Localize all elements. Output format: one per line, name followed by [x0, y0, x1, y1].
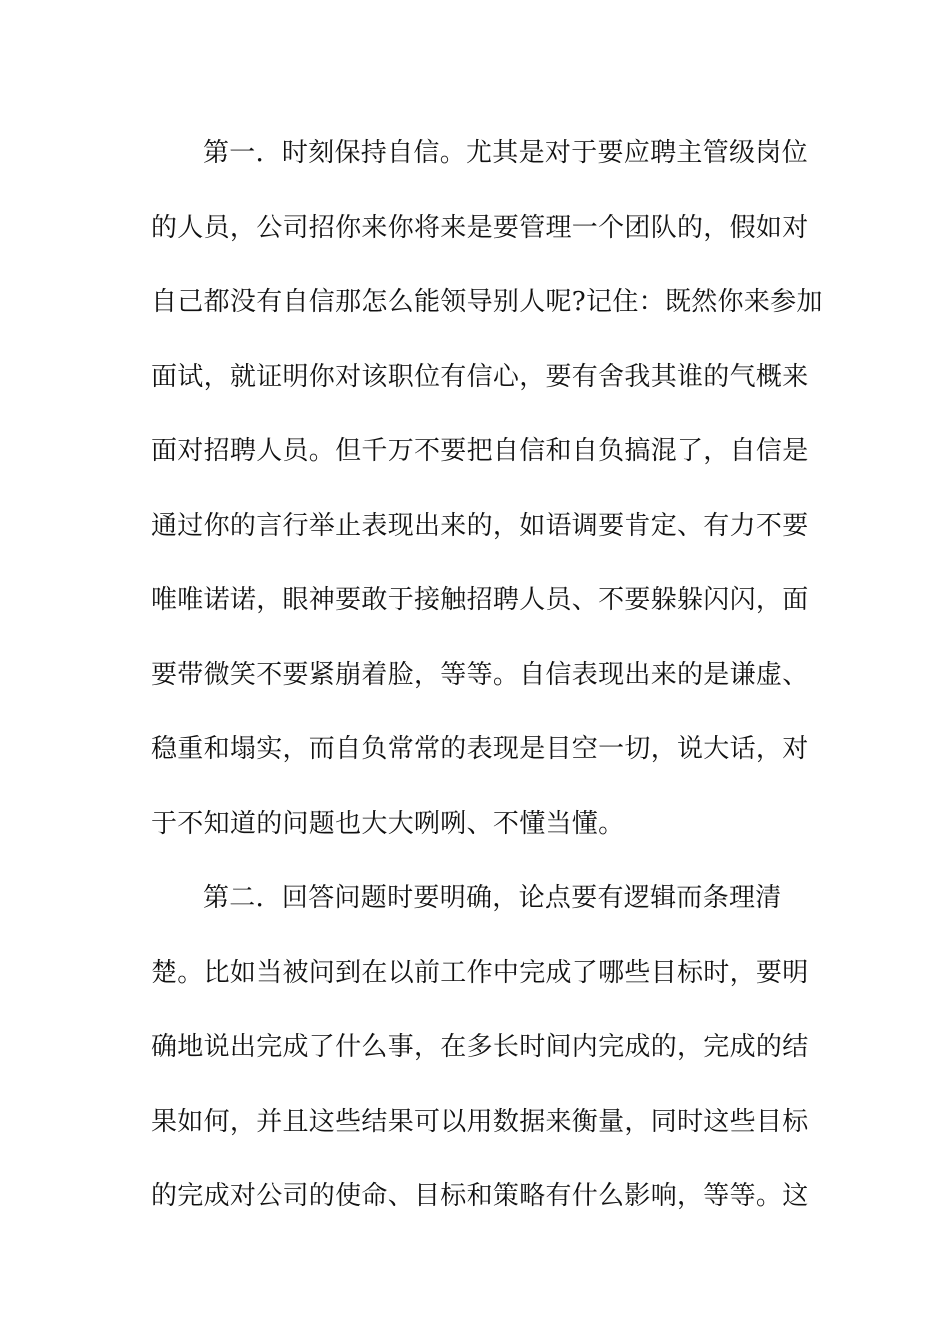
text-line: 通过你的言行举止表现出来的，如语调要肯定、有力不要	[151, 510, 809, 541]
text-line: 面试，就证明你对该职位有信心，要有舍我其谁的气概来	[151, 361, 809, 392]
text-line: 第二．回答问题时要明确，论点要有逻辑而条理清	[203, 883, 782, 913]
text-line: 的完成对公司的使命、目标和策略有什么影响，等等。这	[151, 1181, 809, 1211]
text-line: 要带微笑不要紧崩着脸，等等。自信表现出来的是谦虚、	[151, 659, 809, 690]
text-line: 确地说出完成了什么事，在多长时间内完成的，完成的结	[151, 1032, 809, 1062]
paragraph-clear-answers	[151, 861, 809, 1234]
text-line: 于不知道的问题也大大咧咧、不懂当懂。	[151, 808, 625, 839]
text-line: 自己都没有自信那怎么能领导别人呢?记住：既然你来参加	[151, 287, 823, 317]
text-line: 稳重和塌实，而自负常常的表现是目空一切，说大话，对	[151, 734, 809, 764]
text-line: 唯唯诺诺，眼神要敢于接触招聘人员、不要躲躲闪闪，面	[151, 585, 809, 615]
document-body	[151, 116, 823, 1234]
text-line: 果如何，并且这些结果可以用数据来衡量，同时这些目标	[151, 1106, 809, 1137]
text-line: 的人员，公司招你来你将来是要管理一个团队的，假如对	[151, 212, 809, 243]
text-line: 楚。比如当被问到在以前工作中完成了哪些目标时，要明	[151, 957, 809, 988]
text-line: 面对招聘人员。但千万不要把自信和自负搞混了，自信是	[151, 436, 809, 466]
text-line: 第一．时刻保持自信。尤其是对于要应聘主管级岗位	[203, 138, 808, 168]
paragraph-confidence	[151, 116, 823, 861]
